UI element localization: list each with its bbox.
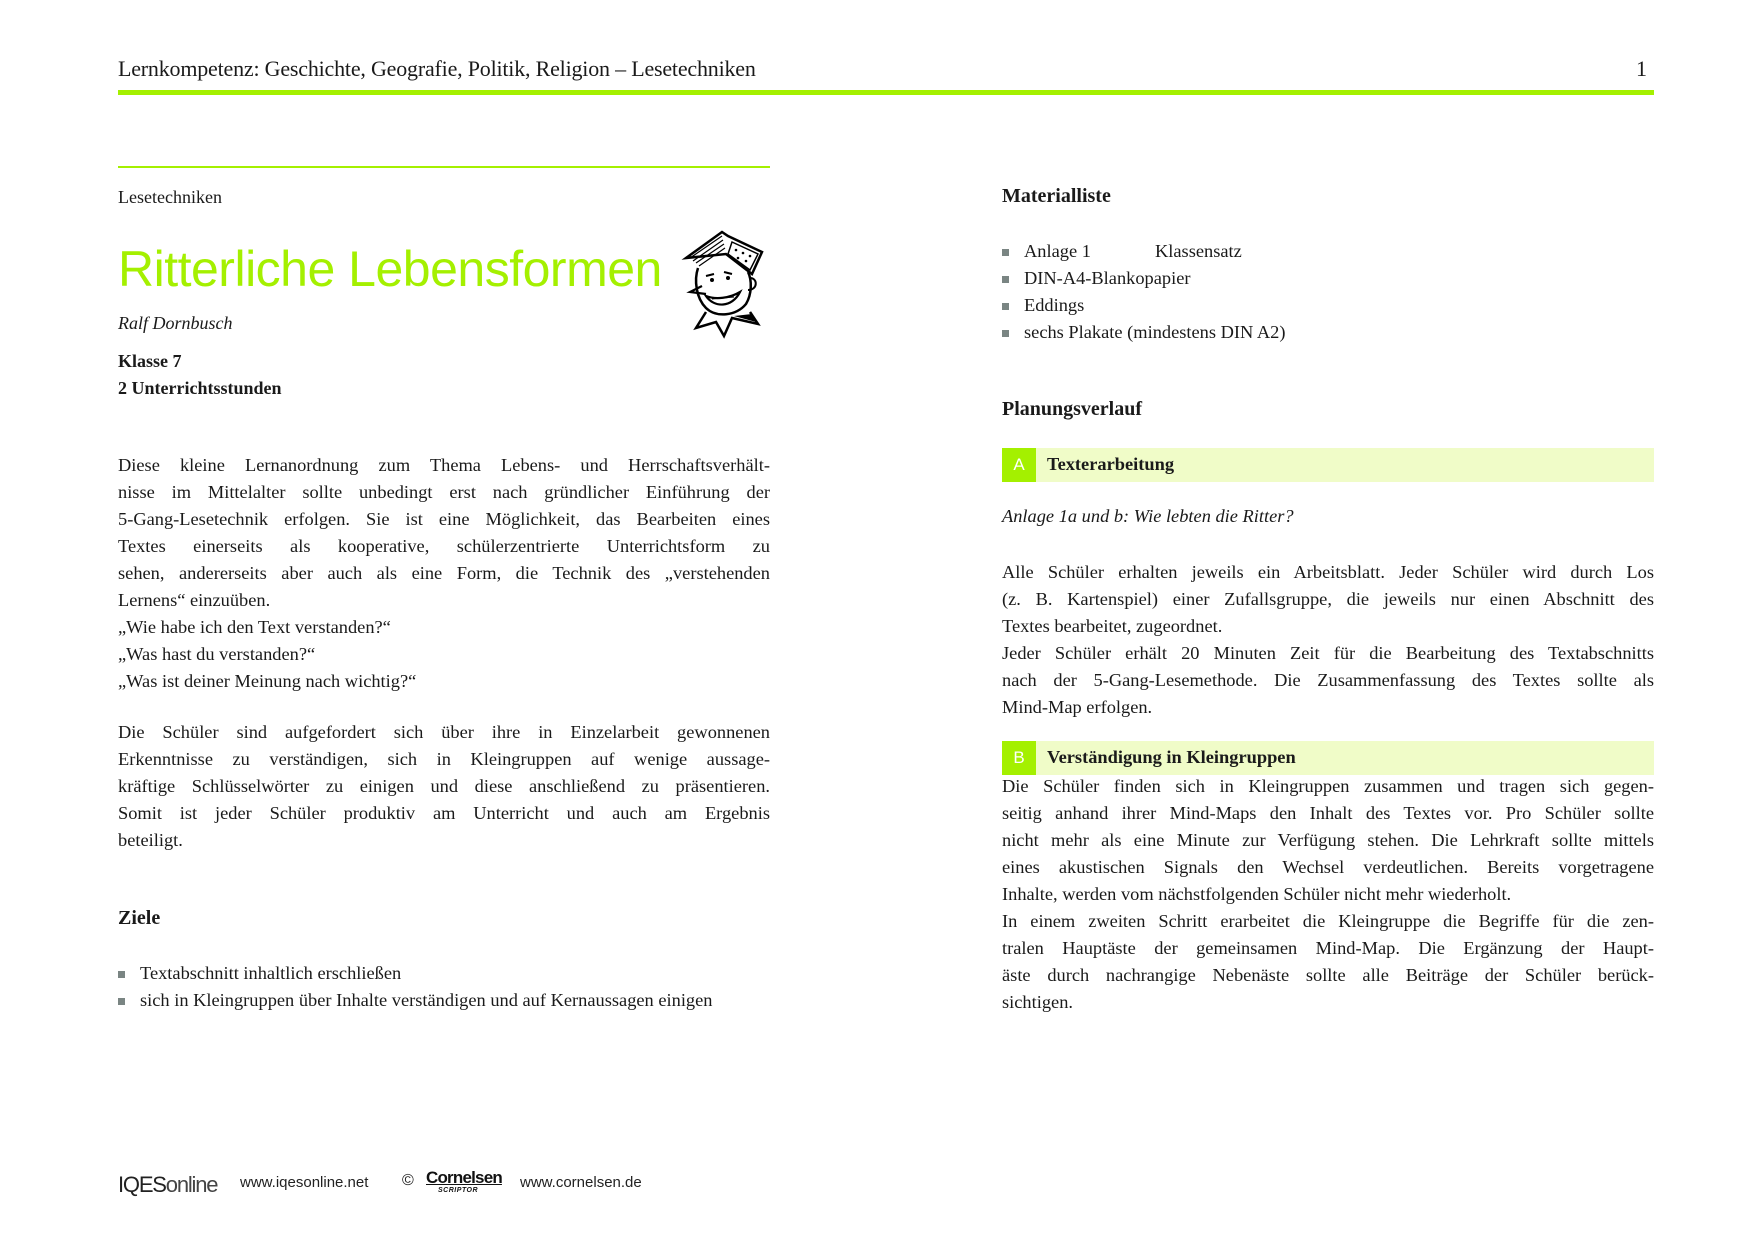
goal-text: Textabschnitt inhaltlich erschließen (140, 963, 402, 983)
bullet-square-icon (1002, 330, 1009, 337)
text-line: Mind-Map erfolgen. (1002, 697, 1153, 717)
material-item (1002, 238, 1654, 265)
materials-list (1002, 238, 1654, 346)
text-line: Die Schüler finden sich in Kleingruppen zusammen und tragen sich gegen- (1002, 776, 1654, 796)
author-name: Ralf Dornbusch (118, 313, 233, 333)
header-rule (118, 90, 1654, 95)
material-item (1002, 292, 1654, 319)
text-line: nicht mehr als eine Minute zur Verfügung stehen. Die Lehrkraft sollte mittels (1002, 830, 1654, 850)
iqes-logo (118, 1172, 217, 1198)
text-line: äste durch nachrangige Nebenäste sollte alle Beiträge der Schüler berück- (1002, 965, 1654, 985)
intro-paragraph (118, 452, 770, 695)
cornelsen-logo (426, 1168, 516, 1200)
iqes-logo-light: online (165, 1172, 218, 1197)
text-line: Lernens“ einzuüben. (118, 590, 271, 610)
text-line: Textes bearbeitet, zugeordnet. (1002, 616, 1223, 636)
goal-item (118, 987, 770, 1014)
bullet-square-icon (1002, 303, 1009, 310)
page-number: 1 (1636, 56, 1647, 81)
section-a-text (1002, 559, 1654, 721)
text-line: sehen, andererseits aber auch als eine Form, die Technik des „verstehenden (118, 563, 770, 583)
text-line: Inhalte, werden vom nächstfolgenden Schüler nicht mehr wiederholt. (1002, 884, 1512, 904)
text-line: Jeder Schüler erhält 20 Minuten Zeit für die Bearbeitung des Textabschnitts (1002, 643, 1654, 663)
material-item (1002, 265, 1654, 292)
section-b-text (1002, 773, 1654, 1016)
grade-level: Klasse 7 (118, 351, 182, 371)
materials-heading: Materialliste (1002, 185, 1111, 207)
section-title: Verständigung in Kleingruppen (1047, 747, 1296, 767)
cornelsen-url-link[interactable]: www.cornelsen.de (520, 1174, 642, 1191)
material-name: DIN-A4-Blankopapier (1024, 268, 1191, 288)
document-title: Ritterliche Lebensformen (118, 241, 662, 297)
lesson-duration: 2 Unterrichtsstunden (118, 378, 282, 398)
material-name: Anlage 1 (1024, 241, 1091, 261)
text-line: Textes einerseits als kooperative, schülerzentrierte Unterrichtsform zu (118, 536, 770, 556)
bullet-square-icon (118, 971, 125, 978)
text-line: 5-Gang-Lesetechnik erfolgen. Sie ist eine Möglichkeit, das Bearbeiten eines (118, 509, 770, 529)
text-line: tralen Hauptäste der gemeinsamen Mind-Map. Die Ergänzung der Haupt- (1002, 938, 1654, 958)
text-line: nach der 5-Gang-Lesemethode. Die Zusammenfassung des Textes sollte als (1002, 670, 1654, 690)
text-line: Somit ist jeder Schüler produktiv am Unterricht und auch am Ergebnis (118, 803, 770, 823)
text-line: seitig anhand ihrer Mind-Maps den Inhalt des Textes vor. Pro Schüler sollte (1002, 803, 1654, 823)
copyright-symbol: © (402, 1172, 414, 1189)
text-line: In einem zweiten Schritt erarbeitet die Kleingruppe die Begriffe für die zen- (1002, 911, 1654, 931)
section-b-header (1002, 741, 1654, 775)
iqes-url-link[interactable]: www.iqesonline.net (240, 1174, 369, 1191)
section-a-subtitle: Anlage 1a und b: Wie lebten die Ritter? (1002, 506, 1294, 526)
method-paragraph (118, 719, 770, 854)
text-line: kräftige Schlüsselwörter zu einigen und diese anschließend zu präsentieren. (118, 776, 770, 796)
goal-item (118, 960, 770, 987)
left-column-rule (118, 166, 770, 168)
goal-text: sich in Kleingruppen über Inhalte verständigen und auf Kernaussagen einigen (140, 990, 713, 1010)
bullet-square-icon (1002, 249, 1009, 256)
text-line: sichtigen. (1002, 992, 1073, 1012)
text-line: Die Schüler sind aufgefordert sich über ihre in Einzelarbeit gewonnenen (118, 722, 770, 742)
text-line: nisse im Mittelalter sollte unbedingt erst nach gründlicher Einführung der (118, 482, 770, 502)
goals-heading: Ziele (118, 907, 161, 929)
goals-list (118, 960, 770, 1014)
section-letter-badge: B (1002, 741, 1036, 775)
text-line: eines akustischen Signals den Wechsel verdeutlichen. Bereits vorgetragene (1002, 857, 1654, 877)
section-title: Texterarbeitung (1047, 454, 1175, 474)
section-letter-badge: A (1002, 448, 1036, 482)
quote-line: „Wie habe ich den Text verstanden?“ (118, 617, 391, 637)
text-line: Erkenntnisse zu verständigen, sich in Kleingruppen auf wenige aussage- (118, 749, 770, 769)
lesson-meta (118, 348, 282, 402)
quote-line: „Was ist deiner Meinung nach wichtig?“ (118, 671, 417, 691)
planning-heading: Planungsverlauf (1002, 398, 1143, 420)
reading-boy-icon (676, 228, 776, 340)
material-name: Eddings (1024, 295, 1085, 315)
text-line: Alle Schüler erhalten jeweils ein Arbeitsblatt. Jeder Schüler wird durch Los (1002, 562, 1654, 582)
material-item (1002, 319, 1654, 346)
text-line: (z. B. Kartenspiel) einer Zufallsgruppe, die jeweils nur einen Abschnitt des (1002, 589, 1654, 609)
section-a-header (1002, 448, 1654, 482)
iqes-logo-bold: IQES (118, 1172, 166, 1197)
cornelsen-logo-sub: SCRIPTOR (438, 1187, 479, 1194)
text-line: Diese kleine Lernanordnung zum Thema Lebens- und Herrschaftsverhält- (118, 455, 770, 475)
cornelsen-logo-text: Cornelsen (426, 1168, 502, 1187)
running-header-title: Lernkompetenz: Geschichte, Geografie, Politik, Religion – Lesetechniken (118, 56, 756, 81)
quote-line: „Was hast du verstanden?“ (118, 644, 316, 664)
category-label: Lesetechniken (118, 187, 222, 207)
bullet-square-icon (118, 998, 125, 1005)
material-note: Klassensatz (1155, 241, 1242, 261)
material-name: sechs Plakate (mindestens DIN A2) (1024, 322, 1286, 342)
text-line: beteiligt. (118, 830, 183, 850)
bullet-square-icon (1002, 276, 1009, 283)
